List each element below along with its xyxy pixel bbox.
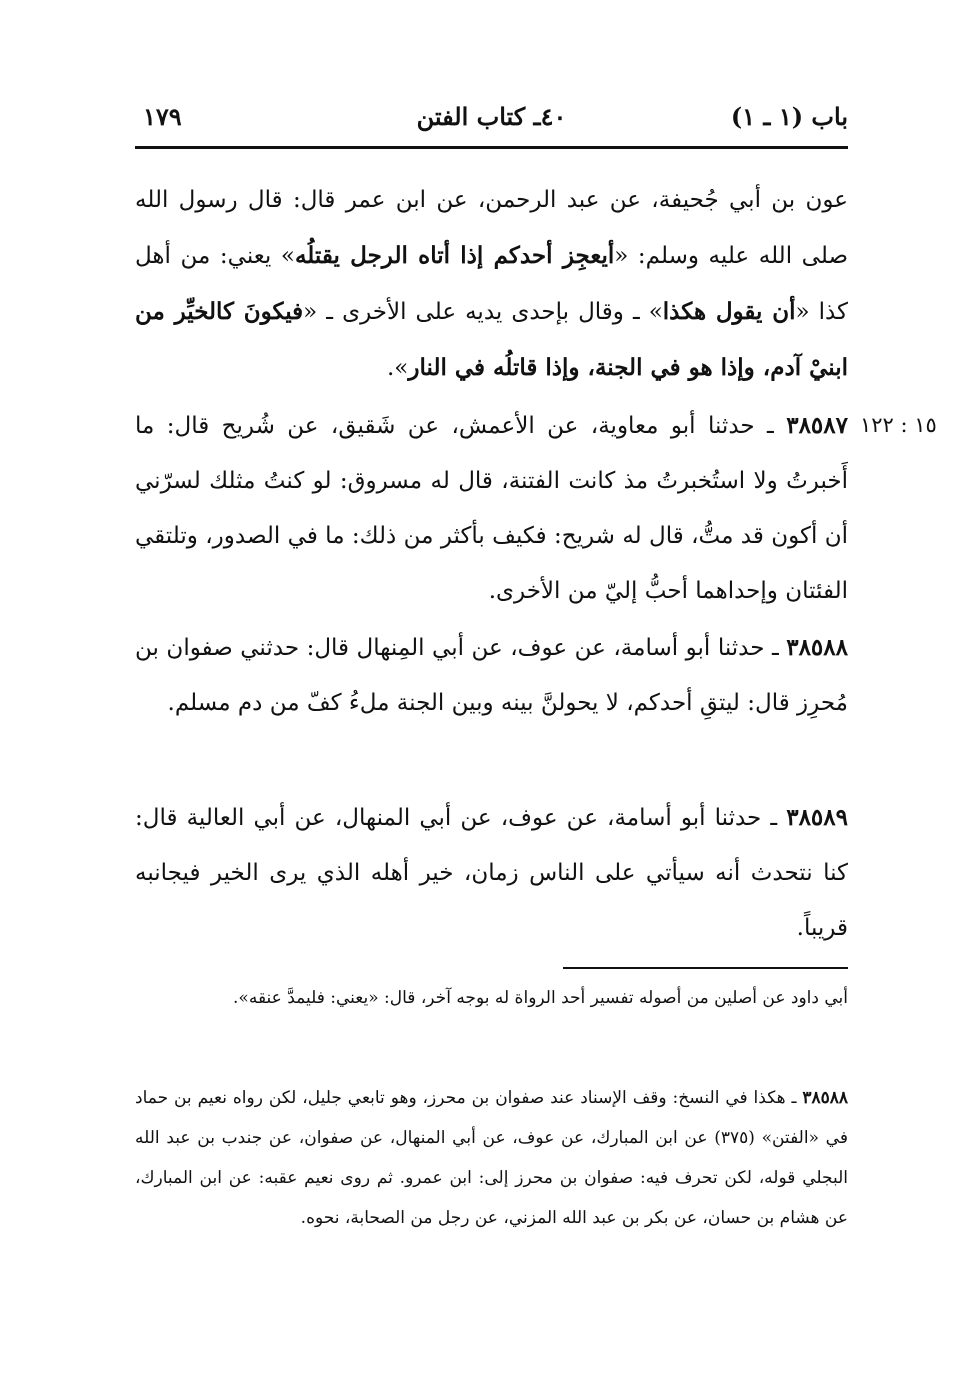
page-header bbox=[135, 96, 848, 142]
bold-phrase: فيكونَ كالخيِّر من ابنيْ آدم، وإذا هو في الجنة، وإذا قاتلُه في النار bbox=[135, 298, 848, 381]
hadith-38589 bbox=[135, 790, 848, 956]
hadith-text: ـ حدثنا أبو معاوية، عن الأعمش، عن شَقيق، عن شُريح قال: ما أَخبرتُ ولا استُخبرتُ مذ كانت الفتنة، قال له مسروق: لو كنتُ مثلك لسرّني أن أكون قد متُّ، قال له شريح: فكيف بأكثر من ذلك: ما في الصدور، وتلتقي الفئتان وإحداهما أحبُّ إليّ من الأخرى. bbox=[135, 413, 848, 604]
bold-phrase: أيعجِز أحدكم إذا أتاه الرجل يقتلُه bbox=[294, 242, 615, 269]
hadith-number: ٣٨٥٨٩ bbox=[786, 804, 848, 831]
page-number: ١٧٩ bbox=[143, 102, 182, 131]
hadith-number: ٣٨٥٨٨ bbox=[786, 634, 848, 661]
book-title: ٤٠ـ كتاب الفتن bbox=[416, 102, 567, 131]
text-segment: عون بن أبي جُحيفة، عن عبد الرحمن، عن ابن عمر قال: قال رسول الله صلى الله عليه وسلم: « bbox=[135, 187, 848, 269]
hadith-number: ٣٨٥٨٧ bbox=[786, 412, 848, 439]
hadith-text: ـ حدثنا أبو أسامة، عن عوف، عن أبي المنهال، عن أبي العالية قال: كنا نتحدث أنه سيأتي على الناس زمان، خير أهله الذي يرى الخير فيجانبه قريباً. bbox=[135, 805, 848, 941]
hadith-38588 bbox=[135, 620, 848, 731]
hadith-text: ـ حدثنا أبو أسامة، عن عوف، عن أبي المِنهال قال: حدثني صفوان بن مُحرِز قال: ليتقِ أحدكم، لا يحولنَّ بينه وبين الجنة ملءُ كفّ من دم مسلم. bbox=[135, 635, 848, 716]
footnote-38588 bbox=[135, 1078, 848, 1238]
footnote-number: ٣٨٥٨٨ bbox=[802, 1088, 848, 1108]
chapter-heading: باب (١ ـ ١) bbox=[730, 102, 848, 131]
footnote-divider bbox=[563, 967, 848, 969]
hadith-38587 bbox=[135, 398, 848, 619]
hadith-continuation bbox=[135, 173, 848, 396]
footnote-text: ـ هكذا في النسخ: وقف الإسناد عند صفوان بن محرز، وهو تابعي جليل، لكن رواه نعيم بن حماد في «الفتن» (٣٧٥) عن ابن المبارك، عن عوف، عن أبي المنهال، عن صفوان، عن جندب بن عبد الله البجلي قوله، لكن تحرف فيه: صفوان بن محرز إلى: ابن عمرو. ثم روى نعيم عقبه: عن ابن المبارك، عن هشام بن حسان، عن بكر بن عبد الله المزني، عن رجل من الصحابة، نحوه. bbox=[135, 1088, 848, 1228]
footnote-text: أبي داود عن أصلين من أصوله تفسير أحد الرواة له بوجه آخر، قال: «يعني: فليمدَّ عنقه». bbox=[233, 988, 848, 1008]
margin-reference: ١٥ : ١٢٢ bbox=[860, 413, 937, 437]
bold-phrase: أن يقول هكذا bbox=[662, 298, 796, 325]
text-segment: » ـ وقال بإحدى يديه على الأخرى ـ « bbox=[303, 299, 663, 325]
text-segment: » يعني: من أهل كذا « bbox=[135, 243, 849, 325]
header-divider bbox=[135, 146, 848, 149]
footnote-continuation bbox=[135, 978, 848, 1018]
text-segment: ». bbox=[387, 355, 409, 381]
